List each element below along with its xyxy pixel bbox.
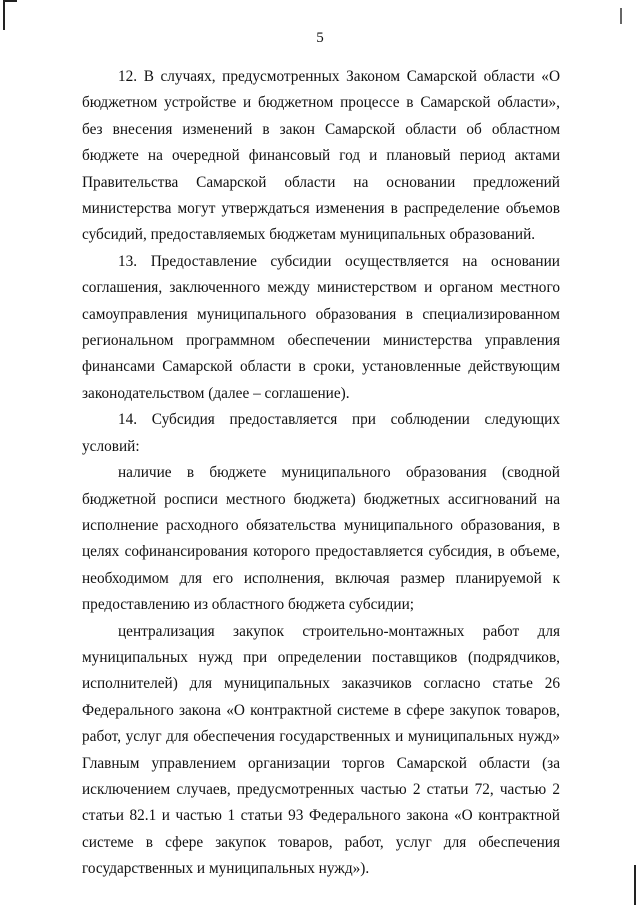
condition-budget-allocation: наличие в бюджете муниципального образования (сводной бюджетной росписи местного бюджета) бюджетных ассигнований на исполнение расходного обязательства муниципального образования, в целях софинансирования которого предоставляется субсидия, в объеме, необходимом для его исполнения, включая размер планируемой к предоставлению из областного бюджета субсидии; bbox=[82, 464, 560, 614]
paragraph-13: 13. Предоставление субсидии осуществляется на основании соглашения, заключенного между министерством и органом местного самоуправления муниципального образования в специализированном региональном программном обеспечении министерства управления финансами Самарской области в сроки, установленные действующим законодательством (далее – соглашение). bbox=[82, 252, 560, 402]
scan-edge-mark bbox=[3, 0, 5, 30]
paragraph-12: 12. В случаях, предусмотренных Законом Самарской области «О бюджетном устройстве и бюджетном процессе в Самарской области», без внесения изменений в закон Самарской области об областном бюджете на очередной финансовый год и плановый период актами Правительства Самарской области на основании предложений министерства могут утверждаться изменения в распределение объемов субсидий, предоставляемых бюджетам муниципальных образований. bbox=[82, 68, 560, 244]
document-body bbox=[82, 64, 560, 883]
condition-procurement-centralization: централизация закупок строительно-монтажных работ для муниципальных нужд при определении поставщиков (подрядчиков, исполнителей) для муниципальных заказчиков согласно статье 26 Федерального закона «О контрактной системе в сфере закупок товаров, работ, услуг для обеспечения государственных и муниципальных нужд» Главным управлением организации торгов Самарской области (за исключением случаев, предусмотренных частью 2 статьи 72, частью 2 статьи 82.1 и частью 1 статьи 93 Федерального закона «О контрактной системе в сфере закупок товаров, работ, услуг для обеспечения государственных и муниципальных нужд»). bbox=[82, 622, 560, 878]
scan-edge-mark bbox=[3, 0, 17, 2]
scan-edge-mark bbox=[634, 865, 636, 905]
paragraph-14: 14. Субсидия предоставляется при соблюдении следующих условий: bbox=[82, 411, 560, 455]
scan-edge-mark bbox=[620, 8, 622, 24]
page-number: 5 bbox=[316, 30, 324, 46]
